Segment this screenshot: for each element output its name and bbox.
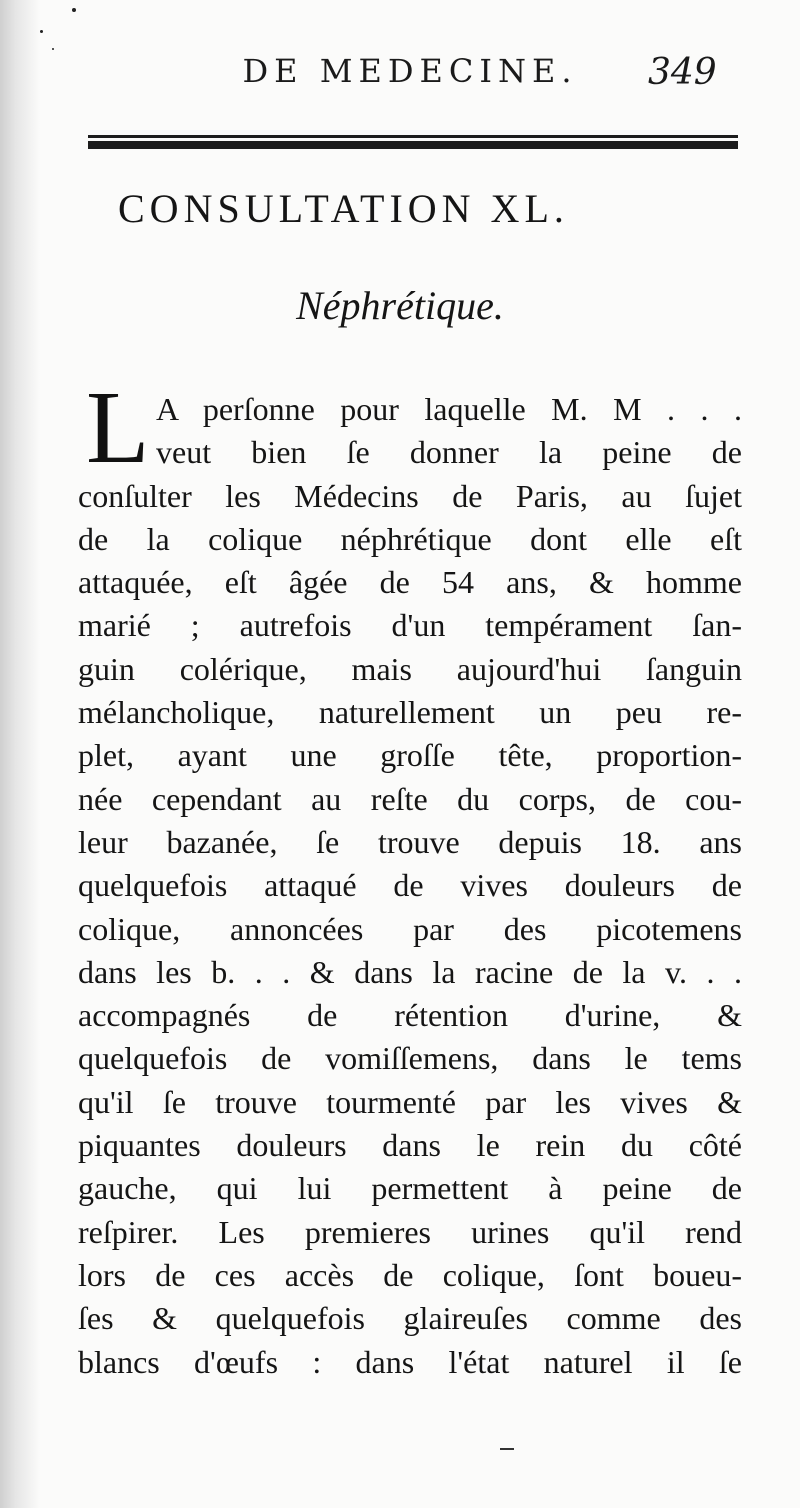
text-line: plet, ayant une groſſe tête, proportion-: [78, 737, 742, 774]
text-line: mélancholique, naturellement un peu re-: [78, 694, 742, 731]
text-line: colique, annoncées par des picotemens: [78, 910, 742, 947]
text-line: quelquefois de vomiſſemens, dans le tems: [78, 1040, 742, 1077]
text-line: ſes & quelquefois glaireuſes comme des: [78, 1300, 742, 1337]
text-line: de la colique néphrétique dont elle eſt: [78, 520, 742, 557]
text-line: gauche, qui lui permettent à peine de: [78, 1170, 742, 1207]
text-line: attaquée, eſt âgée de 54 ans, & homme: [78, 564, 742, 601]
ink-speck: [52, 48, 54, 50]
text-line: lors de ces accès de colique, ſont boueu-: [78, 1256, 742, 1293]
ink-speck: [72, 8, 76, 12]
text-line: veut bien ſe donner la peine de: [156, 434, 742, 471]
header-rule: [88, 135, 738, 149]
text-line: piquantes douleurs dans le rein du côté: [78, 1127, 742, 1164]
text-line: guin colérique, mais aujourd'hui ſanguin: [78, 650, 742, 687]
text-line: née cependant au reſte du corps, de cou-: [78, 780, 742, 817]
footer-mark: [500, 1448, 514, 1450]
text-line: accompagnés de rétention d'urine, &: [78, 997, 742, 1034]
text-line: qu'il ſe trouve tourmenté par les vives &: [78, 1083, 742, 1120]
consultation-heading: CONSULTATION XL.: [118, 186, 569, 231]
text-line: blancs d'œufs : dans l'état naturel il ſe: [78, 1343, 742, 1380]
ink-speck: [40, 30, 43, 33]
body-text: [78, 388, 742, 1384]
text-line: quelquefois attaqué de vives douleurs de: [78, 867, 742, 904]
text-line: reſpirer. Les premieres urines qu'il rend: [78, 1213, 742, 1250]
page-gutter-shadow: [0, 0, 40, 1508]
text-line: A perſonne pour laquelle M. M . . .: [156, 391, 742, 427]
page-number: 349: [648, 52, 717, 93]
running-head: DE MEDECINE.: [242, 52, 578, 90]
text-line: leur bazanée, ſe trouve depuis 18. ans: [78, 823, 742, 860]
drop-cap: L: [86, 370, 150, 485]
text-line: dans les b. . . & dans la racine de la v. . .: [78, 953, 742, 990]
consultation-subtitle: Néphrétique.: [296, 283, 504, 328]
text-line: marié ; autrefois d'un tempérament ſan-: [78, 607, 742, 644]
text-line: conſulter les Médecins de Paris, au ſujet: [78, 477, 742, 514]
